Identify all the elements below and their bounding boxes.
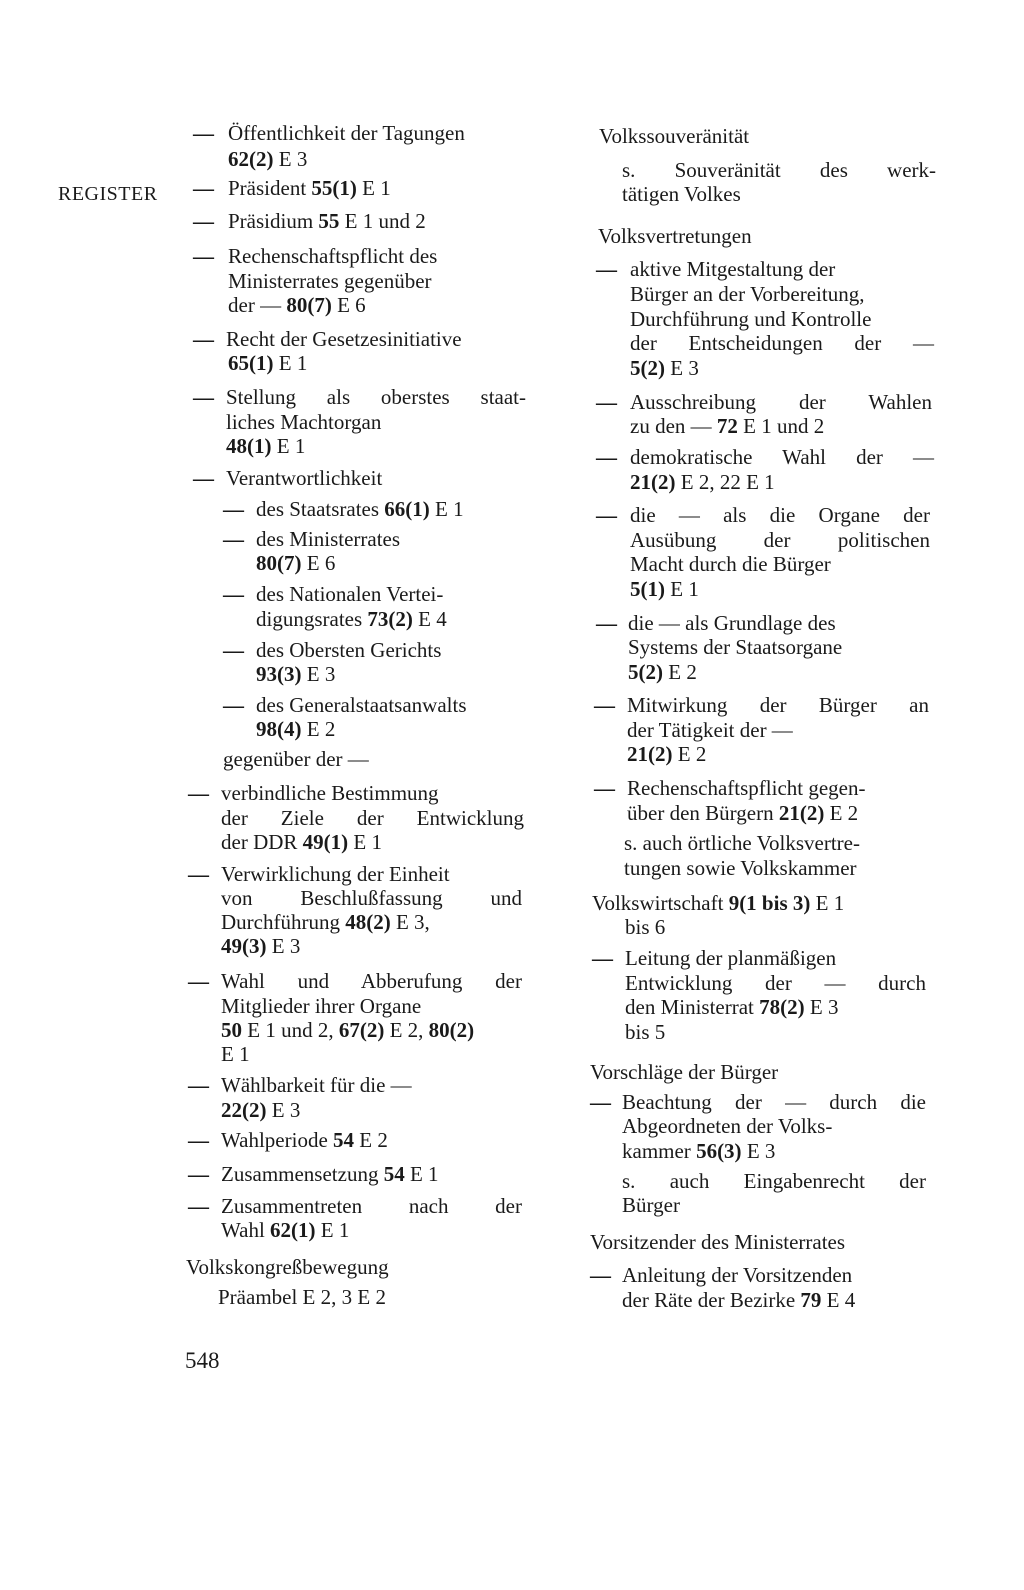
subentry-dash: — bbox=[223, 582, 244, 606]
index-line: Recht der Gesetzesinitiative bbox=[226, 327, 462, 351]
page-ref: 21(2) bbox=[630, 470, 676, 494]
entry-dash: — bbox=[590, 1090, 611, 1114]
page-ref: 62(1) bbox=[270, 1218, 316, 1242]
entry-dash: — bbox=[596, 445, 617, 469]
entry-text: digungsrates bbox=[256, 607, 368, 631]
index-line: die — als die Organe der bbox=[630, 503, 930, 527]
index-line: Mitglieder ihrer Organe bbox=[221, 994, 422, 1018]
entry-dash: — bbox=[193, 385, 214, 409]
entry-text: E 3 bbox=[301, 662, 336, 686]
index-line bbox=[627, 742, 706, 766]
page-ref: 98(4) bbox=[256, 717, 302, 741]
index-line bbox=[228, 176, 391, 200]
index-line bbox=[221, 1218, 349, 1242]
index-line: Entwicklung der — durch bbox=[625, 971, 926, 995]
index-line bbox=[228, 351, 307, 375]
page-ref: 5(1) bbox=[630, 577, 665, 601]
entry-text: E 2 bbox=[354, 1128, 388, 1152]
entry-dash: — bbox=[590, 1263, 611, 1287]
entry-dash: — bbox=[188, 1194, 209, 1218]
entry-text: E 4 bbox=[821, 1288, 856, 1312]
index-line: Präambel E 2, 3 E 2 bbox=[218, 1285, 386, 1309]
index-line: des Nationalen Vertei- bbox=[256, 582, 444, 606]
index-line bbox=[256, 551, 335, 575]
entry-text: Zusammensetzung bbox=[221, 1162, 384, 1186]
index-line: Zusammentreten nach der bbox=[221, 1194, 522, 1218]
index-line: Rechenschaftspflicht des bbox=[228, 244, 438, 268]
index-line: gegenüber der — bbox=[223, 747, 369, 771]
page-ref: 56(3) bbox=[696, 1139, 742, 1163]
index-line bbox=[622, 1288, 855, 1312]
entry-text: E 1 bbox=[348, 830, 382, 854]
entry-text: Präsident bbox=[228, 176, 312, 200]
index-heading: Volksvertretungen bbox=[598, 224, 752, 248]
page-ref: 49(1) bbox=[302, 830, 349, 854]
entry-text: E 3 bbox=[804, 995, 839, 1019]
index-line: des Ministerrates bbox=[256, 527, 401, 551]
entry-dash: — bbox=[594, 693, 615, 717]
entry-dash: — bbox=[193, 209, 214, 233]
index-line: tungen sowie Volkskammer bbox=[624, 856, 857, 880]
subentry-dash: — bbox=[223, 497, 244, 521]
entry-dash: — bbox=[596, 257, 617, 281]
index-line: bis 5 bbox=[625, 1020, 666, 1044]
entry-text: über den Bürgern bbox=[627, 801, 779, 825]
index-line: Systems der Staatsorgane bbox=[628, 635, 843, 659]
entry-text: Volkswirtschaft bbox=[592, 891, 729, 915]
index-line: Anleitung der Vorsitzenden bbox=[622, 1263, 853, 1287]
index-line: bis 6 bbox=[625, 915, 666, 939]
index-line bbox=[228, 209, 426, 233]
entry-text: E 4 bbox=[412, 607, 447, 631]
entry-text: E 1 und 2 bbox=[339, 209, 426, 233]
index-line: der Ziele der Entwicklung bbox=[221, 806, 524, 830]
entry-dash: — bbox=[594, 776, 615, 800]
page-ref: 66(1) bbox=[384, 497, 430, 521]
entry-dash: — bbox=[596, 390, 617, 414]
index-line: Wählbarkeit für die — bbox=[221, 1073, 412, 1097]
index-line: verbindliche Bestimmung bbox=[221, 781, 439, 805]
entry-text: E 2 bbox=[663, 660, 697, 684]
page-ref: 73(2) bbox=[367, 607, 413, 631]
entry-text: E 3 bbox=[273, 147, 308, 171]
page-ref: 55 bbox=[318, 209, 340, 233]
index-line: Abgeordneten der Volks- bbox=[622, 1114, 833, 1138]
entry-text: des Staatsrates bbox=[256, 497, 385, 521]
entry-text: E 2, bbox=[384, 1018, 429, 1042]
entry-text: zu den — bbox=[630, 414, 717, 438]
index-heading bbox=[592, 891, 844, 915]
index-line bbox=[221, 1018, 474, 1042]
register-margin-label: REGISTER bbox=[58, 183, 158, 205]
index-line: Ausschreibung der Wahlen bbox=[630, 390, 932, 414]
entry-dash: — bbox=[193, 244, 214, 268]
page-ref: 5(2) bbox=[630, 356, 665, 380]
index-line: von Beschlußfassung und bbox=[221, 886, 522, 910]
index-line: liches Machtorgan bbox=[226, 410, 382, 434]
entry-text: Präsidium bbox=[228, 209, 319, 233]
index-line bbox=[226, 434, 305, 458]
index-line: Verantwortlichkeit bbox=[226, 466, 383, 490]
entry-text: E 1 und 2 bbox=[737, 414, 825, 438]
index-line bbox=[256, 717, 335, 741]
entry-text: E 3 bbox=[266, 934, 301, 958]
entry-dash: — bbox=[188, 1162, 209, 1186]
entry-dash: — bbox=[596, 503, 617, 527]
page-number: 548 bbox=[185, 1348, 220, 1373]
page-ref: 48(2) bbox=[345, 910, 391, 934]
entry-dash: — bbox=[188, 969, 209, 993]
index-line: s. auch Eingabenrecht der bbox=[622, 1169, 926, 1193]
index-line: Rechenschaftspflicht gegen- bbox=[627, 776, 866, 800]
page-ref: 80(7) bbox=[256, 551, 302, 575]
index-line bbox=[221, 910, 430, 934]
index-line bbox=[256, 497, 464, 521]
page-ref: 54 bbox=[383, 1162, 405, 1186]
index-line bbox=[221, 1098, 300, 1122]
page-ref: 55(1) bbox=[311, 176, 357, 200]
index-line: Beachtung der — durch die bbox=[622, 1090, 926, 1114]
entry-text: E 1 bbox=[665, 577, 699, 601]
entry-dash: — bbox=[193, 466, 214, 490]
entry-text: E 1 bbox=[429, 497, 464, 521]
entry-text: Durchführung bbox=[221, 910, 346, 934]
page-ref: 67(2) bbox=[338, 1018, 385, 1042]
entry-text: der — bbox=[228, 293, 287, 317]
index-line bbox=[256, 607, 447, 631]
index-line: des Obersten Gerichts bbox=[256, 638, 442, 662]
index-line bbox=[628, 660, 697, 684]
index-line: Öffentlichkeit der Tagungen bbox=[228, 121, 465, 145]
index-line: die — als Grundlage des bbox=[628, 611, 836, 635]
entry-text: E 3 bbox=[741, 1139, 776, 1163]
index-line bbox=[228, 147, 307, 171]
entry-text: E 2 bbox=[672, 742, 707, 766]
page-ref: 65(1) bbox=[228, 351, 274, 375]
entry-text: E 1 bbox=[810, 891, 845, 915]
index-heading: Vorsitzender des Ministerrates bbox=[590, 1230, 846, 1254]
entry-dash: — bbox=[188, 1073, 209, 1097]
entry-text: E 1 bbox=[271, 434, 306, 458]
index-line bbox=[630, 470, 775, 494]
index-line: der Tätigkeit der — bbox=[627, 718, 793, 742]
entry-dash: — bbox=[193, 121, 214, 145]
page-ref: 21(2) bbox=[627, 742, 673, 766]
page-ref: 79 bbox=[800, 1288, 822, 1312]
index-line: der Entscheidungen der — bbox=[630, 331, 934, 355]
index-line: Ausübung der politischen bbox=[630, 528, 930, 552]
entry-text: E 3 bbox=[665, 356, 699, 380]
index-line: Bürger an der Vorbereitung, bbox=[630, 282, 865, 306]
entry-text: E 3 bbox=[266, 1098, 301, 1122]
subentry-dash: — bbox=[223, 638, 244, 662]
page-ref: 50 bbox=[221, 1018, 242, 1042]
entry-dash: — bbox=[592, 946, 613, 970]
index-line: E 1 bbox=[221, 1042, 250, 1066]
entry-dash: — bbox=[188, 862, 209, 886]
page-ref: 80(2) bbox=[428, 1018, 475, 1042]
subentry-dash: — bbox=[223, 693, 244, 717]
index-line: demokratische Wahl der — bbox=[630, 445, 934, 469]
index-line: Wahl und Abberufung der bbox=[221, 969, 522, 993]
entry-dash: — bbox=[188, 781, 209, 805]
index-line: s. Souveränität des werk- bbox=[622, 158, 936, 182]
entry-text: E 1 bbox=[273, 351, 308, 375]
page-ref: 93(3) bbox=[256, 662, 302, 686]
index-line: Stellung als oberstes staat- bbox=[226, 385, 526, 409]
index-heading: Volkssouveränität bbox=[599, 124, 750, 148]
entry-text: E 6 bbox=[331, 293, 366, 317]
page-ref: 54 bbox=[333, 1128, 355, 1152]
index-heading: Volkskongreßbewegung bbox=[186, 1255, 389, 1279]
page-ref: 72 bbox=[716, 414, 738, 438]
page-ref: 49(3) bbox=[221, 934, 267, 958]
index-line: aktive Mitgestaltung der bbox=[630, 257, 836, 281]
entry-text: kammer bbox=[622, 1139, 697, 1163]
page-ref: 78(2) bbox=[759, 995, 805, 1019]
entry-text: der DDR bbox=[221, 830, 303, 854]
index-line bbox=[221, 1162, 439, 1186]
entry-dash: — bbox=[188, 1128, 209, 1152]
index-line: Durchführung und Kontrolle bbox=[630, 307, 872, 331]
index-line: tätigen Volkes bbox=[622, 182, 741, 206]
index-line: Leitung der planmäßigen bbox=[625, 946, 837, 970]
index-line: Mitwirkung der Bürger an bbox=[627, 693, 929, 717]
entry-text: den Ministerrat bbox=[625, 995, 760, 1019]
entry-text: E 1 bbox=[315, 1218, 350, 1242]
entry-dash: — bbox=[596, 611, 617, 635]
entry-text: E 1 und 2, bbox=[242, 1018, 339, 1042]
entry-text: der Räte der Bezirke bbox=[622, 1288, 801, 1312]
index-line: Ministerrates gegenüber bbox=[228, 269, 432, 293]
page-ref: 62(2) bbox=[228, 147, 274, 171]
page-ref: 5(2) bbox=[628, 660, 663, 684]
index-line: s. auch örtliche Volksvertre- bbox=[624, 831, 860, 855]
index-line: Verwirklichung der Einheit bbox=[221, 862, 450, 886]
entry-text: E 2, 22 E 1 bbox=[675, 470, 775, 494]
entry-text: E 2 bbox=[301, 717, 336, 741]
index-line: Bürger bbox=[622, 1193, 680, 1217]
entry-dash: — bbox=[193, 327, 214, 351]
page-ref: 48(1) bbox=[226, 434, 272, 458]
entry-dash: — bbox=[193, 176, 214, 200]
index-heading: Vorschläge der Bürger bbox=[590, 1060, 779, 1084]
index-line: des Generalstaatsanwalts bbox=[256, 693, 467, 717]
page-ref: 22(2) bbox=[221, 1098, 267, 1122]
index-line bbox=[630, 356, 699, 380]
index-line bbox=[627, 801, 858, 825]
index-line bbox=[622, 1139, 775, 1163]
page-ref: 80(7) bbox=[286, 293, 332, 317]
page-ref: 21(2) bbox=[778, 801, 825, 825]
index-line bbox=[221, 934, 300, 958]
entry-text: E 2 bbox=[824, 801, 859, 825]
index-line: Macht durch die Bürger bbox=[630, 552, 831, 576]
entry-text: E 1 bbox=[356, 176, 391, 200]
index-line bbox=[630, 414, 824, 438]
index-line bbox=[630, 577, 699, 601]
index-line bbox=[221, 1128, 388, 1152]
index-line bbox=[256, 662, 335, 686]
index-line bbox=[228, 293, 366, 317]
subentry-dash: — bbox=[223, 527, 244, 551]
entry-text: Wahlperiode bbox=[221, 1128, 334, 1152]
page-ref: 9(1 bis 3) bbox=[728, 891, 811, 915]
entry-text: E 3, bbox=[390, 910, 430, 934]
entry-text: Wahl bbox=[221, 1218, 271, 1242]
entry-text: E 1 bbox=[404, 1162, 439, 1186]
index-line bbox=[221, 830, 382, 854]
index-line bbox=[625, 995, 838, 1019]
entry-text: E 6 bbox=[301, 551, 336, 575]
